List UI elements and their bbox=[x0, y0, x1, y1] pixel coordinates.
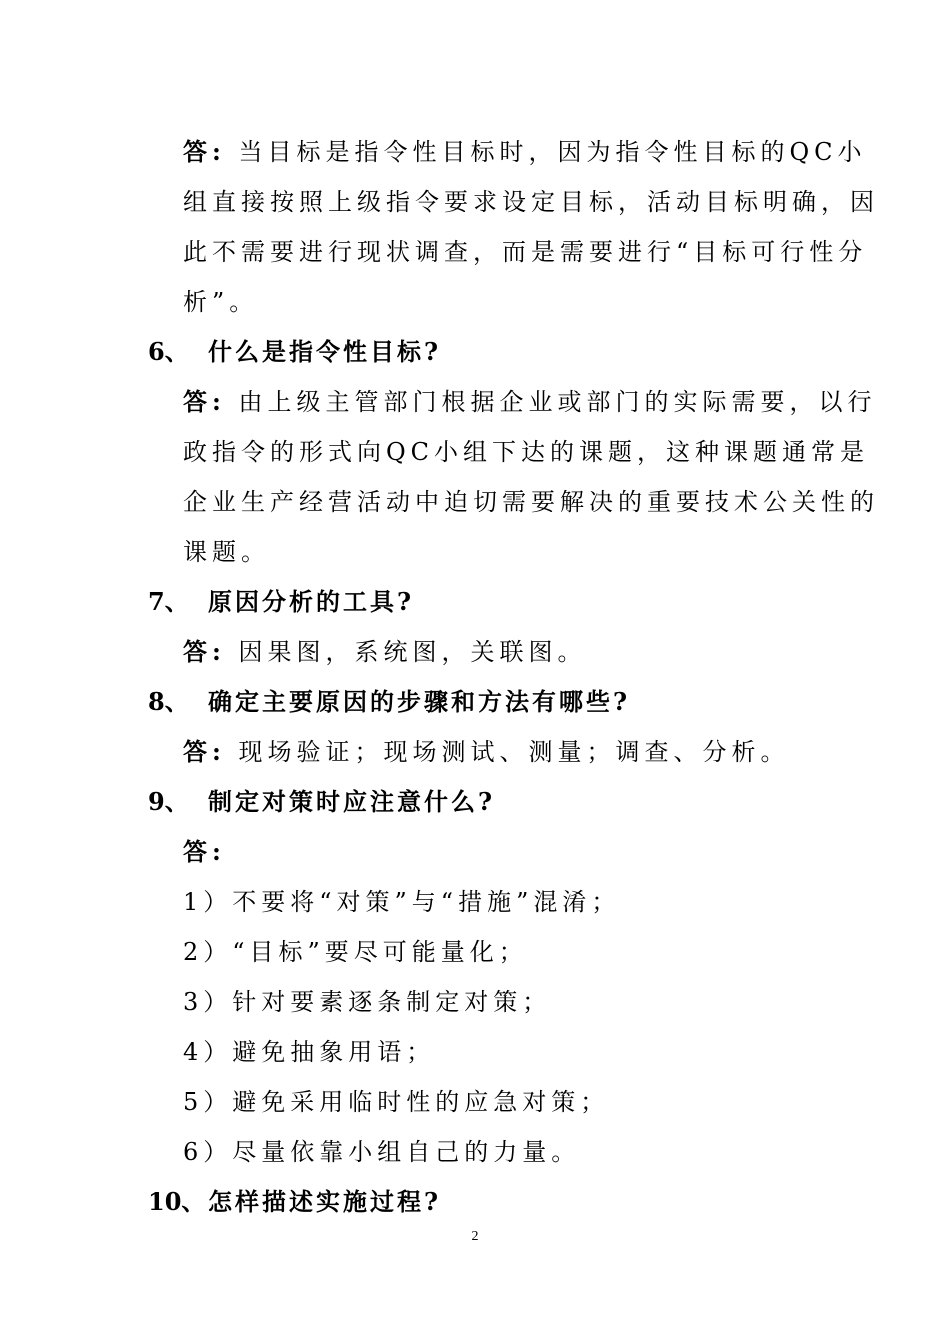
answer-line: 组直接按照上级指令要求设定目标，活动目标明确，因 bbox=[183, 188, 879, 216]
answer-text: 由上级主管部门根据企业或部门的实际需要，以行 bbox=[238, 388, 877, 416]
answer-line bbox=[183, 836, 226, 868]
answer-text: 因果图，系统图，关联图。 bbox=[238, 638, 587, 666]
answer-line bbox=[183, 136, 867, 168]
answer-text: 现场验证；现场测试、测量；调查、分析。 bbox=[238, 738, 790, 766]
answer-label: 答: bbox=[183, 387, 226, 416]
list-item: 6）尽量依靠小组自己的力量。 bbox=[183, 1138, 581, 1166]
answer-line: 析”。 bbox=[183, 288, 259, 316]
answer-line: 企业生产经营活动中迫切需要解决的重要技术公关性的 bbox=[183, 488, 879, 516]
question-number: 7、 bbox=[148, 587, 189, 616]
answer-label: 答: bbox=[183, 637, 226, 666]
page-number: 2 bbox=[471, 1229, 479, 1244]
list-item: 2）“目标”要尽可能量化； bbox=[183, 938, 528, 966]
answer-text: 当目标是指令性目标时，因为指令性目标的QC小 bbox=[238, 138, 867, 166]
question-number: 8、 bbox=[148, 687, 189, 716]
question-text: 怎样描述实施过程? bbox=[208, 1187, 442, 1216]
question-text: 原因分析的工具? bbox=[208, 587, 415, 616]
answer-line bbox=[183, 636, 587, 668]
question-number: 9、 bbox=[148, 787, 189, 816]
question-heading bbox=[148, 686, 630, 718]
answer-line bbox=[183, 736, 790, 768]
list-item: 4）避免抽象用语； bbox=[183, 1038, 436, 1066]
list-item: 5）避免采用临时性的应急对策； bbox=[183, 1088, 610, 1116]
answer-line: 此不需要进行现状调查，而是需要进行“目标可行性分 bbox=[183, 238, 868, 266]
question-text: 制定对策时应注意什么? bbox=[208, 787, 496, 816]
question-heading bbox=[148, 336, 441, 368]
answer-line: 政指令的形式向QC小组下达的课题，这种课题通常是 bbox=[183, 438, 870, 466]
question-heading bbox=[148, 786, 495, 818]
answer-line bbox=[183, 386, 877, 418]
question-text: 什么是指令性目标? bbox=[208, 337, 442, 366]
answer-label: 答: bbox=[183, 737, 226, 766]
list-item: 1）不要将“对策”与“措施”混淆； bbox=[183, 888, 621, 916]
question-heading bbox=[148, 1186, 441, 1218]
answer-label: 答: bbox=[183, 837, 226, 866]
question-text: 确定主要原因的步骤和方法有哪些? bbox=[208, 687, 631, 716]
list-item: 3）针对要素逐条制定对策； bbox=[183, 988, 552, 1016]
question-number: 6、 bbox=[148, 337, 189, 366]
answer-label: 答: bbox=[183, 137, 226, 166]
question-number: 10、 bbox=[148, 1187, 206, 1216]
answer-line: 课题。 bbox=[183, 538, 270, 566]
question-heading bbox=[148, 586, 414, 618]
